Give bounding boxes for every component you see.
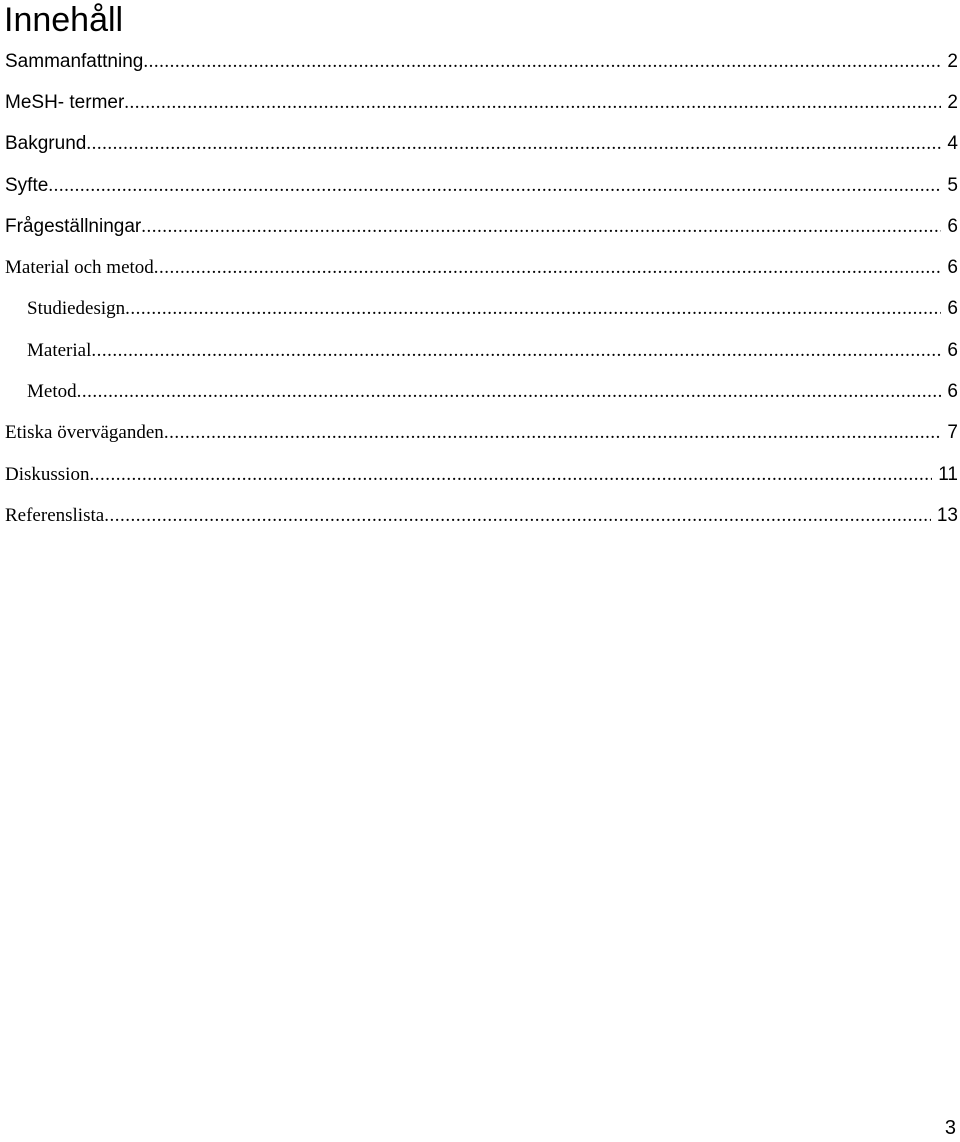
toc-entry-label: Diskussion — [5, 463, 90, 485]
toc-entry-etiska-overvaganden[interactable] — [0, 413, 960, 454]
toc-entry-page: 5 — [947, 174, 958, 196]
toc-entry-bakgrund[interactable] — [0, 124, 960, 165]
table-of-contents — [0, 41, 960, 537]
toc-entry-label: Referenslista — [5, 504, 105, 526]
toc-entry-sammanfattning[interactable] — [0, 41, 960, 82]
toc-entry-page: 7 — [947, 422, 958, 444]
dot-leader — [91, 340, 941, 362]
dot-leader — [48, 175, 941, 197]
dot-leader — [104, 505, 931, 527]
toc-entry-referenslista[interactable] — [0, 495, 960, 536]
toc-entry-fragestallningar[interactable] — [0, 206, 960, 247]
toc-entry-page: 6 — [947, 339, 958, 361]
dot-leader — [143, 51, 941, 73]
toc-entry-label: MeSH- termer — [5, 91, 125, 113]
toc-entry-page: 6 — [947, 298, 958, 320]
toc-entry-label: Etiska överväganden — [5, 422, 164, 444]
toc-entry-label: Studiedesign — [27, 298, 126, 320]
toc-entry-mesh-termer[interactable] — [0, 82, 960, 123]
toc-entry-label: Sammanfattning — [5, 50, 144, 72]
dot-leader — [164, 422, 942, 444]
dot-leader — [141, 216, 941, 238]
toc-entry-page: 11 — [938, 463, 958, 485]
toc-entry-label: Material och metod — [5, 257, 154, 279]
toc-entry-diskussion[interactable] — [0, 454, 960, 495]
toc-entry-material[interactable] — [0, 330, 960, 371]
dot-leader — [125, 298, 941, 320]
toc-entry-label: Bakgrund — [5, 133, 87, 155]
toc-title: Innehåll — [4, 1, 124, 39]
dot-leader — [86, 133, 941, 155]
toc-entry-page: 6 — [947, 215, 958, 237]
toc-entry-label: Metod — [27, 381, 77, 403]
toc-entry-metod[interactable] — [0, 371, 960, 412]
toc-entry-label: Frågeställningar — [5, 215, 142, 237]
toc-entry-page: 2 — [947, 91, 958, 113]
toc-entry-studiedesign[interactable] — [0, 289, 960, 330]
toc-entry-syfte[interactable] — [0, 165, 960, 206]
dot-leader — [124, 92, 941, 114]
toc-entry-page: 6 — [947, 381, 958, 403]
dot-leader — [77, 381, 942, 403]
toc-entry-label: Syfte — [5, 174, 49, 196]
dot-leader — [89, 464, 932, 486]
page-number: 3 — [944, 1117, 956, 1139]
toc-entry-label: Material — [27, 339, 92, 361]
toc-entry-page: 6 — [947, 257, 958, 279]
toc-entry-page: 2 — [947, 50, 958, 72]
toc-entry-page: 13 — [936, 504, 958, 526]
toc-entry-material-och-metod[interactable] — [0, 247, 960, 288]
toc-entry-page: 4 — [947, 133, 958, 155]
dot-leader — [154, 257, 942, 279]
